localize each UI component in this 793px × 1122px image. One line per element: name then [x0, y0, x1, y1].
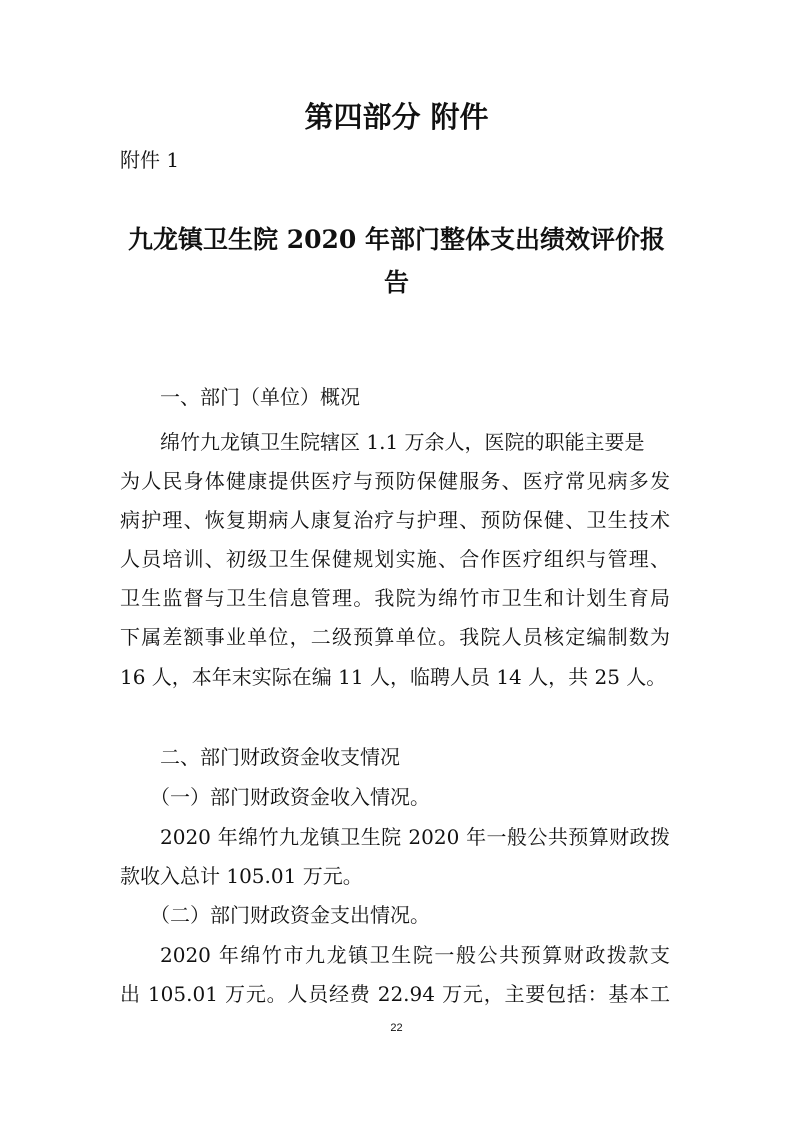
section1-line-1: 绵竹九龙镇卫生院辖区 1.1 万余人，医院的职能主要是 [160, 430, 645, 454]
section2-sub2-line-1: 2020 年绵竹市九龙镇卫生院一般公共预算财政拨款支 [160, 943, 670, 967]
report-title-line-1: 九龙镇卫生院 2020 年部门整体支出绩效评价报 [128, 225, 665, 254]
report-title-line-2: 告 [383, 268, 409, 297]
section1-line-4: 人员培训、初级卫生保健规划实施、合作医疗组织与管理、 [120, 547, 670, 571]
section1-line-3: 病护理、恢复期病人康复治疗与护理、预防保健、卫生技术 [120, 508, 670, 532]
attachment-label: 附件 1 [120, 148, 180, 172]
section2-sub1-line-1: 2020 年绵竹九龙镇卫生院 2020 年一般公共预算财政拨 [160, 825, 670, 849]
page-number: 22 [390, 1022, 403, 1034]
section2-heading: 二、部门财政资金收支情况 [160, 745, 400, 769]
section1-line-5: 卫生监督与卫生信息管理。我院为绵竹市卫生和计划生育局 [120, 586, 670, 610]
section1-line-6: 下属差额事业单位，二级预算单位。我院人员核定编制数为 [120, 625, 670, 649]
section2-sub2-line-2: 出 105.01 万元。人员经费 22.94 万元，主要包括：基本工 [120, 982, 670, 1006]
section2-sub2-heading: （二）部门财政资金支出情况。 [150, 903, 430, 927]
section1-heading: 一、部门（单位）概况 [160, 385, 360, 409]
section1-line-2: 为人民身体健康提供医疗与预防保健服务、医疗常见病多发 [120, 469, 670, 493]
section2-sub1-line-2: 款收入总计 105.01 万元。 [120, 864, 363, 888]
part-title: 第四部分 附件 [304, 100, 489, 134]
section1-line-7: 16 人，本年末实际在编 11 人，临聘人员 14 人，共 25 人。 [120, 665, 667, 689]
section2-sub1-heading: （一）部门财政资金收入情况。 [150, 785, 430, 809]
